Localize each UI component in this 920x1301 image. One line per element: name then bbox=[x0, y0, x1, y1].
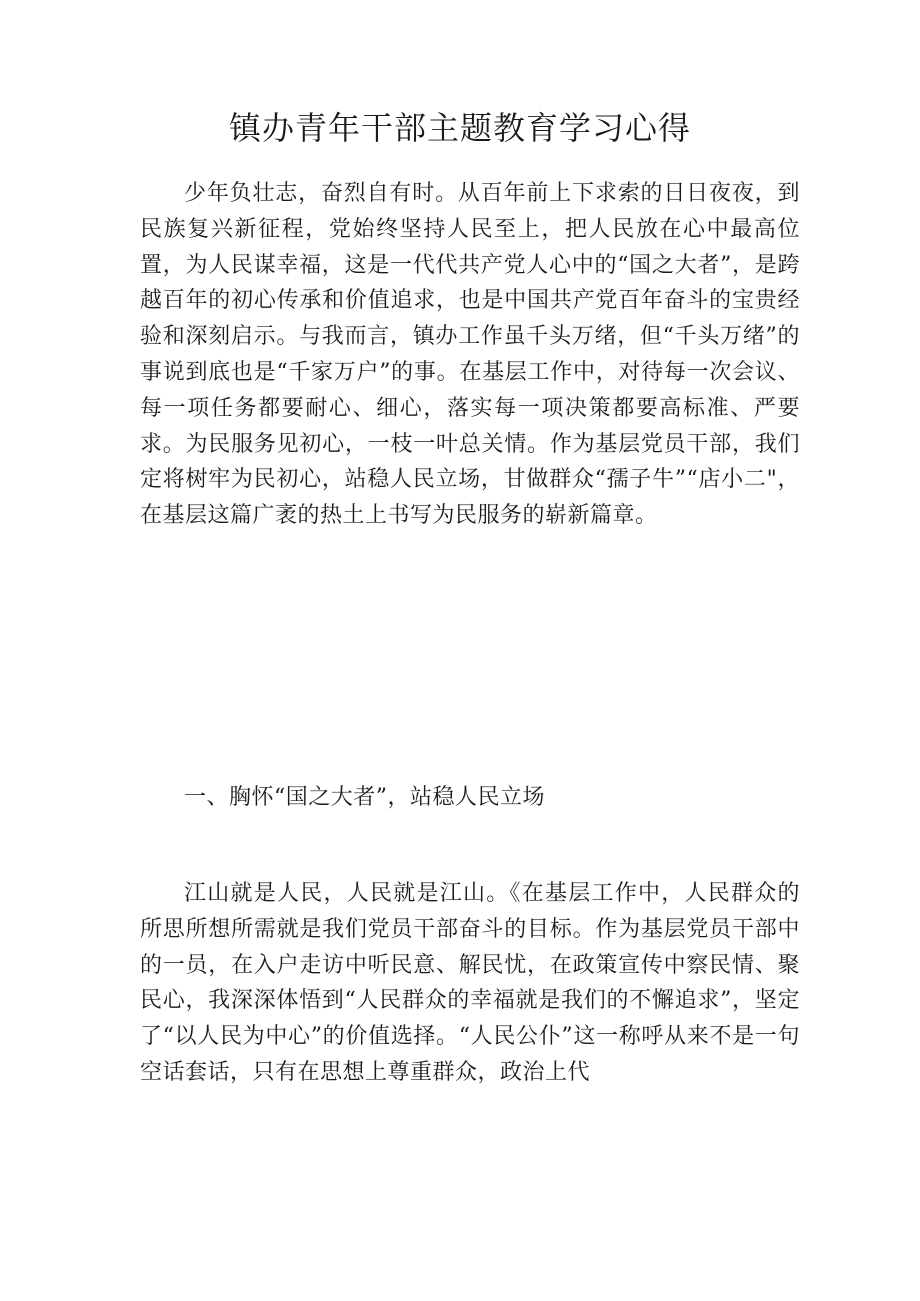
paragraph-section-1: 江山就是人民，人民就是江山。《在基层工作中，人民群众的所思所想所需就是我们党员干部奋斗的目标。作为基层党员干部中的一员，在入户走访中听民意、解民忧，在政策宣传中察民情、聚民心，我深深体悟到“人民群众的幸福就是我们的不懈追求”，坚定了“以人民为中心”的价值选择。“人民公仆”这一称呼从来不是一句空话套话，只有在思想上尊重群众，政治上代 bbox=[140, 881, 800, 1085]
section-heading-1: 一、胸怀“国之大者”，站稳人民立场 bbox=[184, 785, 545, 810]
document-title: 镇办青年干部主题教育学习心得 bbox=[228, 109, 691, 147]
paragraph-intro: 少年负壮志，奋烈自有时。从百年前上下求索的日日夜夜，到民族复兴新征程，党始终坚持人民至上，把人民放在心中最高位置，为人民谋幸福，这是一代代共产党人心中的“国之大者”，是跨越百年的初心传承和价值追求，也是中国共产党百年奋斗的宝贵经验和深刻启示。与我而言，镇办工作虽千头万绪，但“千头万绪”的事说到底也是“千家万户”的事。在基层工作中，对待每一次会议、每一项任务都要耐心、细心，落实每一项决策都要高标准、严要求。为民服务见初心，一枝一叶总关情。作为基层党员干部，我们定将树牢为民初心，站稳人民立场，甘做群众“孺子牛”“店小二"，在基层这篇广袤的热土上书写为民服务的崭新篇章。 bbox=[140, 181, 800, 529]
